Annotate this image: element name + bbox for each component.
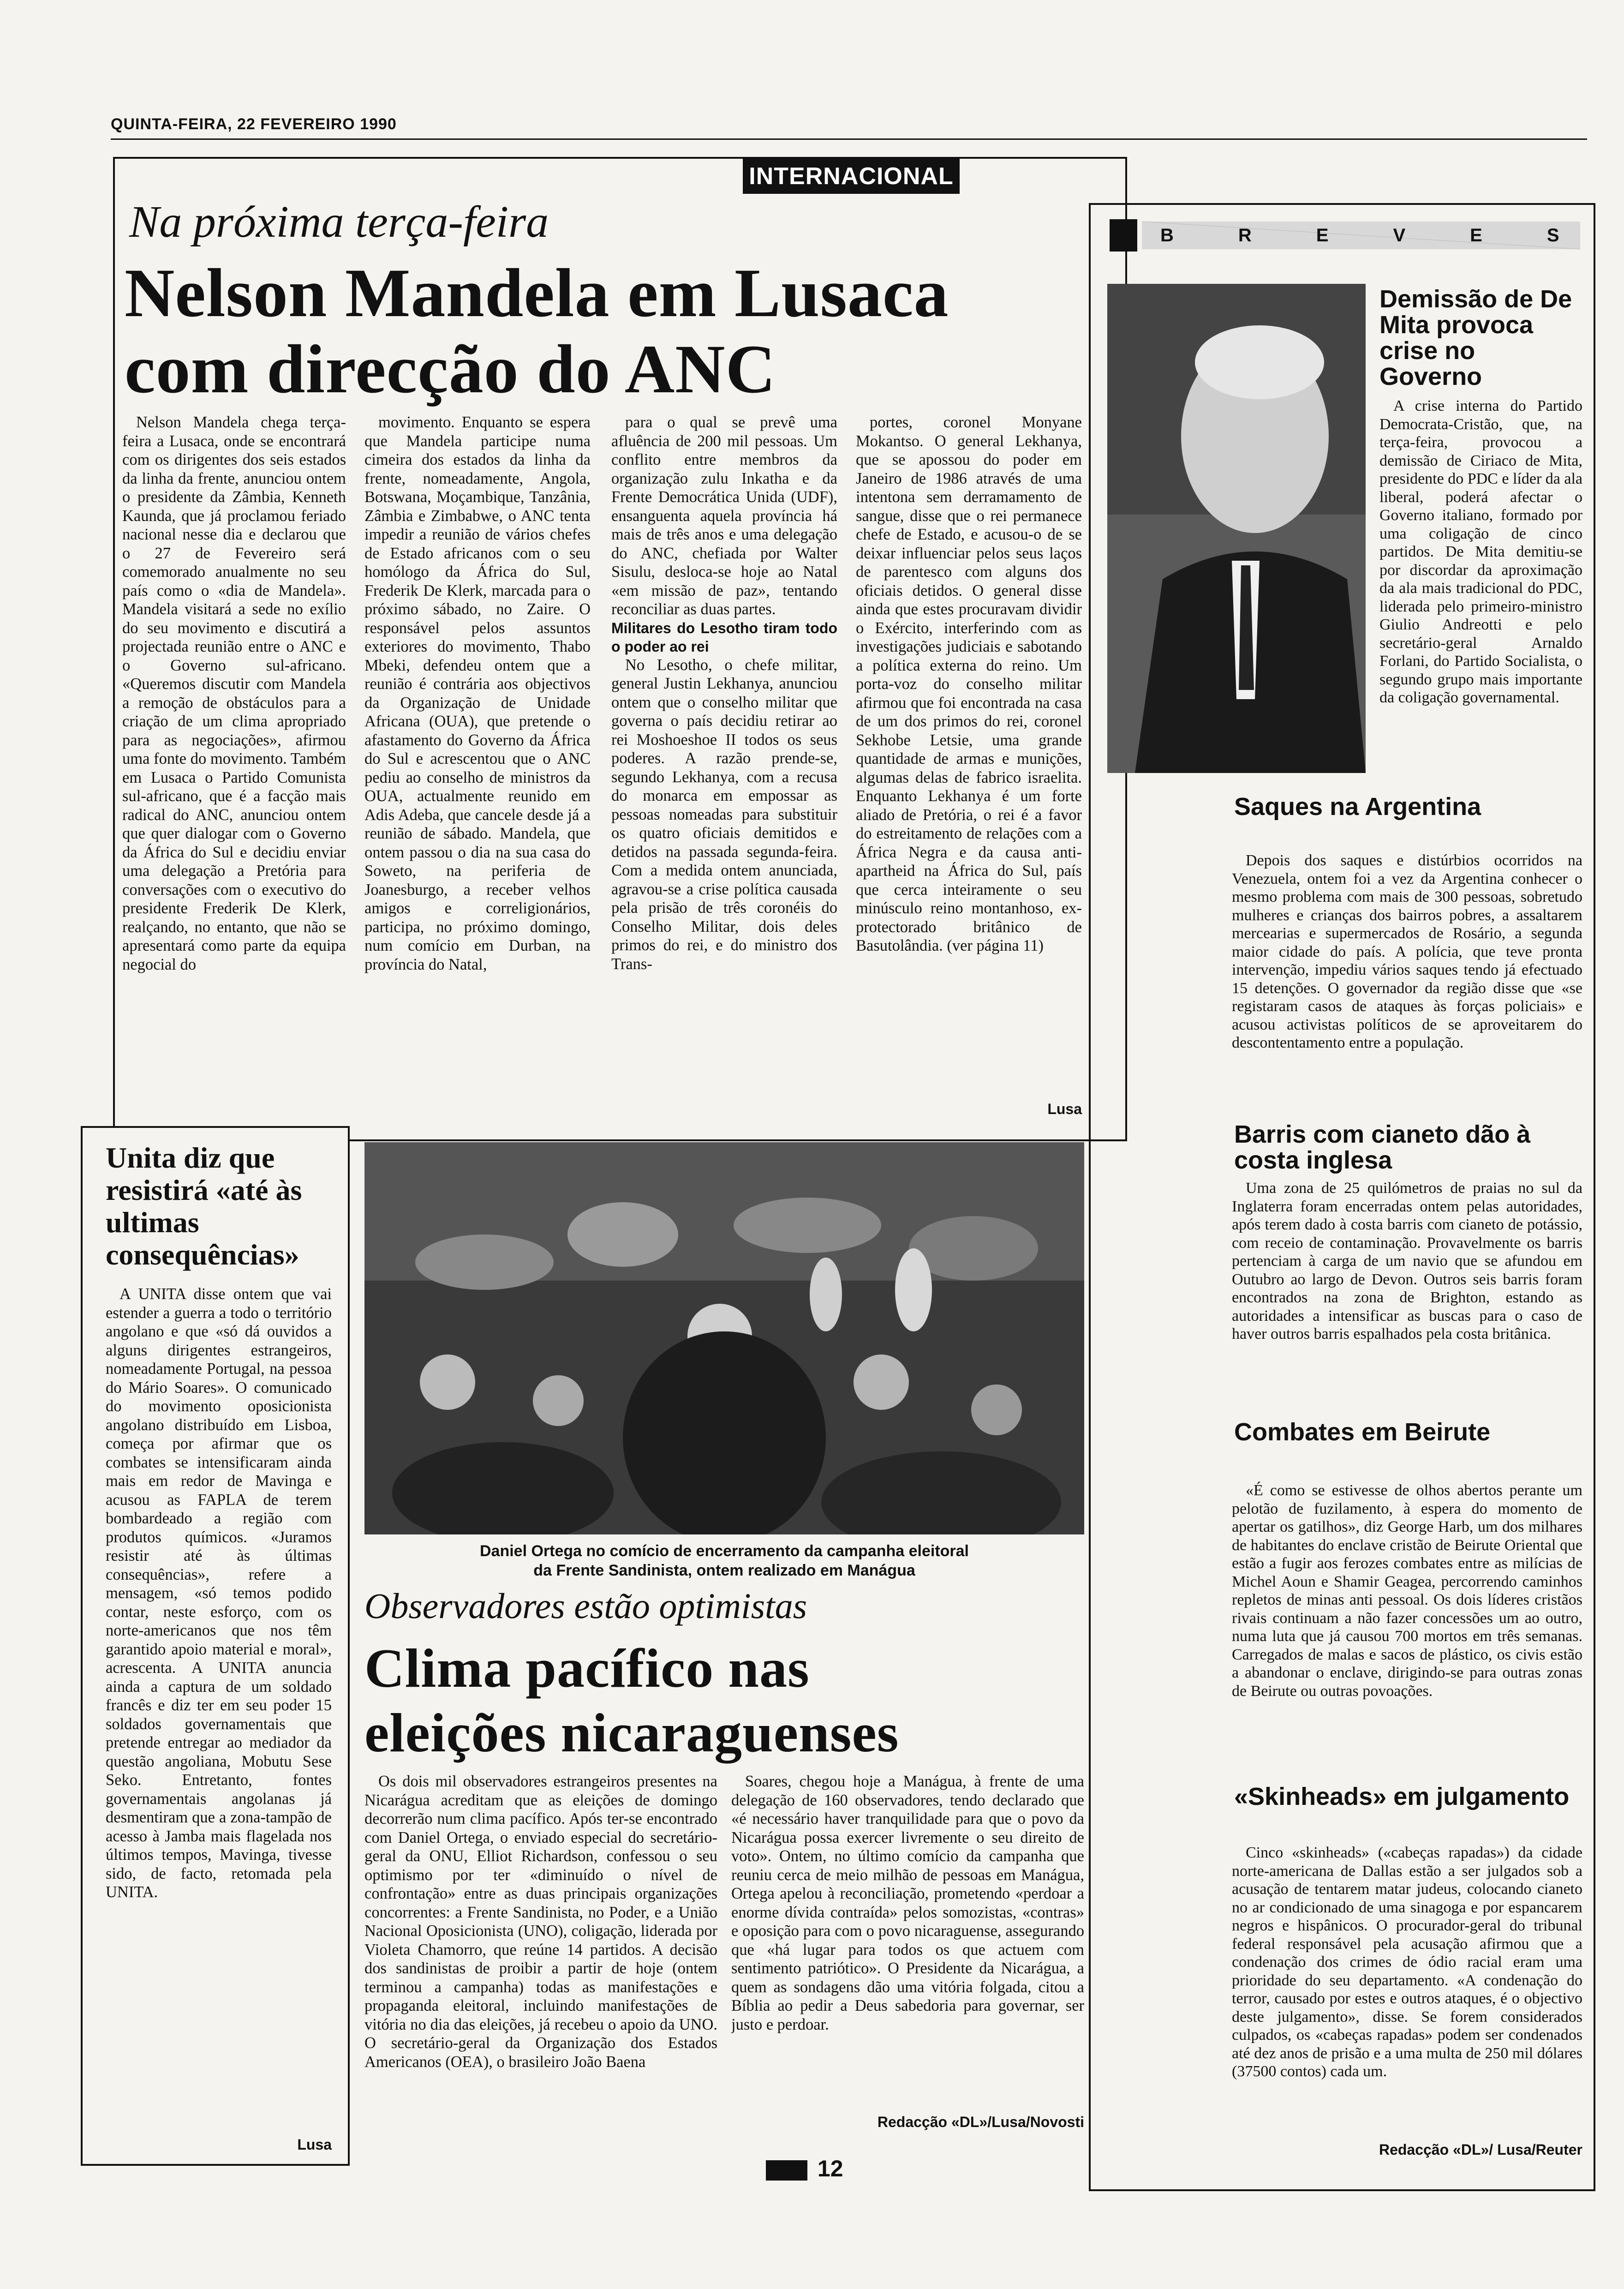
portrait-graphic [1107, 284, 1366, 773]
unita-headline: Unita diz que resistirá «até às ultimas consequências» [106, 1141, 302, 1271]
skinheads-headline: «Skinheads» em julgamento [1234, 1783, 1570, 1810]
unita-signature: Lusa [297, 2136, 332, 2153]
breves-title [1160, 219, 1624, 252]
nicaragua-col-1 [364, 1772, 717, 2141]
nicaragua-signature: Redacção «DL»/Lusa/Novosti [877, 2114, 1084, 2130]
unita-body [106, 1285, 332, 2111]
mandela-headline-line1: Nelson Mandela em Lusaca [125, 255, 949, 331]
saques-body [1232, 851, 1582, 1110]
breves-letters: BREVES [1160, 225, 1624, 246]
mandela-kicker: Na próxima terça-feira [129, 197, 549, 247]
nicaragua-kicker: Observadores estão optimistas [364, 1586, 807, 1626]
mandela-col4-text: portes, coronel Monyane Mokantso. O general Lekhanya, que se apossou do poder em Janeiro de 1986 através de uma intentona sem derramamento de sangue, disse que o rei permanece chefe de Estado, e acusou-o de se deixar influenciar pelos seus laços de parentesco com alguns dos oficiais detidos. O general disse ainda que estes procuravam dividir o Exército, interferindo com as investigações judiciais e sabotando a política externa do reino. Um porta-voz do conselho militar afirmou que foi encontrada na casa de um dos primos do rei, coronel Sekhobe Letsie, uma grande quantidade de armas e munições, algumas delas de fabrico israelita. Enquanto Lekhanya é um forte aliado de Pretória, o rei é a favor do estreitamento de relações com a África Negra e da causa anti-apartheid na África do Sul, país que cerca inteiramente o seu minúsculo reino montanhoso, ex-protectorado britânico de Basutolândia. (ver página 11) [856, 413, 1082, 954]
photo-caption [364, 1541, 1084, 1580]
nicaragua-col1-text: Os dois mil observadores estrangeiros presentes na Nicarágua acreditam que as eleições de domingo decorrerão num clima pacífico. Após ter-se encontrado com Daniel Ortega, o enviado especial do secretário-geral da ONU, Elliot Richardson, confessou o seu optimismo por ter «diminuído o nível de confrontação» entre as duas principais organizações concorrentes: a Frente Sandinista, no Poder, e a União Nacional Oposicionista (UNO), coligação, liderada por Violeta Chamorro, que reúne 14 partidos. A decisão dos sandinistas de proibir a partir de hoje (ontem terminou a campanha) todas as manifestações e propaganda eleitoral, incluindo manifestações de vitória no dia das eleições, já recebeu o apoio da UNO. O secretário-geral da Organização dos Estados Americanos (OEA), o brasileiro João Baena [364, 1773, 717, 2071]
skinheads-body [1232, 1844, 1582, 2139]
nicaragua-col-2 [731, 1772, 1084, 2114]
breves-signature: Redacção «DL»/ Lusa/Reuter [1379, 2141, 1582, 2158]
nicaragua-headline-line1: Clima pacífico nas [364, 1637, 810, 1699]
barris-body-text: Uma zona de 25 quilómetros de praias no sul da Inglaterra foram encerradas ontem pelas autoridades, após terem dado à costa barris com cianeto de potássio, com receio de contaminação. Provavelmente os barris pertenciam à carga de um navio que se afundou em Outubro ao largo de Devon. Outros seis barris foram encontrados na zona de Brighton, estando as autoridades a intensificar as buscas para o caso de haver outros barris espalhados pela costa britânica. [1232, 1180, 1582, 1342]
mandela-signature: Lusa [1047, 1101, 1082, 1117]
nicaragua-col2-text: Soares, chegou hoje a Manágua, à frente de uma delegação de 160 observadores, tendo declarado que «é necessário haver tranquilidade para que o povo da Nicarágua possa exercer livremente o seu direito de voto». Ontem, no último comício da campanha que reuniu cerca de meio milhão de pessoas em Manágua, Ortega apelou à reconciliação, prometendo «perdoar a enorme dívida contraída» pelos somozistas, «contras» e oposição para com o povo nicaraguense, assegurando que «há lugar para todos os que actuem com sentimento patriótico». O Presidente da Nicarágua, a quem as sondagens dão uma vitória folgada, citou a Bíblia ao pedir a Deus sabedoria para governar, ser justo e perdoar. [731, 1773, 1084, 2033]
lesotho-subhead: Militares do Lesotho tiram todo o poder ao rei [611, 619, 837, 655]
de-mita-portrait [1107, 284, 1366, 773]
saques-headline: Saques na Argentina [1234, 793, 1481, 821]
mandela-col3b-text: No Lesotho, o chefe militar, general Justin Lekhanya, anunciou ontem que o conselho militar que governa o país decidiu retirar ao rei Moshoeshoe II todos os seus poderes. A razão prende-se, segundo Lekhanya, com a recusa do monarca em empossar as pessoas nomeadas para substituir os quatro oficiais demitidos e detidos na passada segunda-feira. Com a medida ontem anunciada, agravou-se a crise política causada pela prisão de três coronéis do Conselho Militar, dois deles primos do rei, e do ministro dos Trans- [611, 656, 837, 973]
mandela-col-4 [856, 413, 1082, 1105]
top-rule [111, 138, 1587, 140]
mandela-col3a-text: para o qual se prevê uma afluência de 200 mil pessoas. Um conflito entre membros da organização zulu Inkatha e da Frente Democrática Unida (UDF), ensanguenta aquela província há mais de três anos e uma delegação do ANC, chefiada por Walter Sisulu, desloca-se hoje ao Natal «em missão de paz», tentando reconciliar as duas partes. [611, 413, 837, 618]
beirute-body [1232, 1481, 1582, 1772]
skinheads-body-text: Cinco «skinheads» («cabeças rapadas») da cidade norte-americana de Dallas estão a ser julgados sob a acusação de tentarem matar judeus, colocando cianeto no ar condicionado de uma sinagoga e por espancarem negros e hispânicos. O procurador-geral do tribunal federal responsável pela acusação afirmou que a condenação dos crimes de ódio racial eram uma prioridade do seu departamento. «A condenação do terror, causado por estes e outros ataques, é o objectivo deste julgamento», disse. Se forem considerados culpados, os «cabeças rapadas» podem ser condenados até dez anos de prisão e a uma multa de 250 mil dólares (37500 contos) cada um. [1232, 1844, 1582, 2080]
mandela-col-1 [122, 413, 346, 1126]
breves-banner [1110, 219, 1624, 252]
demita-body-text: A crise interna do Partido Democrata-Cristão, que, na terça-feira, provocou a demissão de Ciriaco de Mita, presidente do PDC e líder da ala liberal, poderá afectar o Governo italiano, formado por uma coligação de cinco partidos. De Mita demitiu-se por discordar da aproximação da ala mais tradicional do PDC, liderada pelo primeiro-ministro Giulio Andreotti e pelo secretário-geral Arnaldo Forlani, do Partido Socialista, o segundo grupo mais importante da coligação governamental. [1379, 397, 1582, 706]
page-footer [766, 2155, 843, 2182]
page-number: 12 [817, 2156, 843, 2181]
caption-line-1: Daniel Ortega no comício de encerramento da campanha eleitoral [480, 1542, 969, 1560]
mandela-col2-text: movimento. Enquanto se espera que Mandela participe numa cimeira dos estados da linha da frente, nomeadamente, Angola, Botswana, Moçambique, Tanzânia, Zâmbia e Zimbabwe, o ANC tenta impedir a reunião de vários chefes de Estado africanos com o seu homólogo da África do Sul, Frederik De Klerk, marcada para o próximo sábado, no Zaire. O responsável pelos assuntos exteriores do movimento, Thabo Mbeki, defendeu ontem que a reunião é contrária aos objectivos da Organização de Unidade Africana (OUA), que pretende o afastamento do Governo da África do Sul e acrescentou que o ANC pediu ao conselho de ministros da OUA, actualmente reunido em Adis Adeba, que cancele desde já a reunião de sábado. Mandela, que ontem passou o dia na sua casa do Soweto, na periferia de Joanesburgo, a receber velhos amigos e correligionários, participa, no próximo domingo, num comício em Durban, na província do Natal, [364, 413, 591, 973]
mandela-col-3 [611, 413, 837, 1105]
dateline: QUINTA-FEIRA, 22 FEVEREIRO 1990 [111, 115, 397, 133]
crowd-photo-graphic [364, 1142, 1084, 1534]
mandela-headline-line2: com direcção do ANC [125, 331, 776, 407]
barris-headline: Barris com cianeto dão à costa inglesa [1234, 1121, 1531, 1174]
beirute-headline: Combates em Beirute [1234, 1418, 1491, 1446]
section-label: INTERNACIONAL [743, 157, 960, 194]
ortega-rally-photo [364, 1142, 1084, 1534]
saques-body-text: Depois dos saques e distúrbios ocorridos na Venezuela, ontem foi a vez da Argentina conhecer o mesmo problema com mais de 300 pessoas, sobretudo mulheres e crianças dos bairros pobres, a assaltarem mercearias e supermercados de Rosário, a segunda maior cidade do país. A polícia, que teve pronta intervenção, impediu vários saques tendo já efectuado 15 detenções. O governador da região disse que «se registaram casos de ataques às forças policiais» e acusou activistas políticos de se aproveitarem do descontentamento entre a população. [1232, 852, 1582, 1051]
beirute-body-text: «É como se estivesse de olhos abertos perante um pelotão de fuzilamento, à espera do momento de apertar os gatilhos», diz George Harb, um dos milhares de habitantes do enclave cristão de Beirute Oriental que estão a fugir aos ferozes combates entre as milícias de Michel Aoun e Shamir Geagea, percorrendo caminhos repletos de minas anti pessoal. Os dois líderes cristãos rivais continuam a não fazer concessões um ao outro, numa luta que já causou 700 mortos em três semanas. Carregados de malas e sacos de plástico, os civis estão a abandonar o enclave, dirigindo-se para outras zonas de Beirute ou outras povoações. [1232, 1482, 1582, 1700]
mandela-col1-text: Nelson Mandela chega terça-feira a Lusaca, onde se encontrará com os dirigentes dos seis estados da linha da frente, anunciou ontem o presidente da Zâmbia, Kenneth Kaunda, que já proclamou feriado nacional nesse dia e declarou que o 27 de Fevereiro será comemorado anualmente no seu país como o «dia de Mandela». Mandela visitará a sede no exílio do seu movimento e discutirá a projectada reunião entre o ANC e o Governo sul-africano. «Queremos discutir com Mandela a remoção de obstáculos para a criação de um clima apropriado para as negociações», afirmou uma fonte do movimento. Também em Lusaca o Partido Comunista sul-africano, que é a facção mais radical do ANC, anunciou ontem que quer dialogar com o Governo da África do Sul e decidiu enviar uma delegação a Pretória para conversações com o executivo do presidente Frederik De Klerk, realçando, no entanto, que não se apresentará como parte da equipa negocial do [122, 413, 346, 973]
demita-headline: Demissão de De Mita provoca crise no Governo [1379, 285, 1572, 390]
dl-logo [766, 2160, 807, 2181]
unita-body-text: A UNITA disse ontem que vai estender a guerra a todo o território angolano e que «só dá ouvidos a alguns dirigentes estrangeiros, nomeadamente Portugal, na pessoa do Mário Soares». O comunicado do movimento oposicionista angolano distribuído em Lisboa, começa por afirmar que os combates se intensificaram ainda mais em redor de Mavinga e acusou as FAPLA de terem bombardeado a região com produtos químicos. «Juramos resistir até às últimas consequências», refere a mensagem, «só temos podido contar, neste esforço, com os norte-americanos que nos têm garantido apoio material e moral», acrescenta. A UNITA anuncia ainda a captura de um soldado francês e diz ter em seu poder 15 soldados governamentais que pretende entregar ao mediador da questão angoliana, Mobutu Sese Seko. Entretanto, fontes governamentais angolanas já desmentiram que a zona-tampão de acesso à Jamba mais flagelada nos últimos tempos, Mavinga, tivesse sido, de facto, retomada pela UNITA. [106, 1285, 332, 1901]
nicaragua-headline-line2: eleições nicaraguenses [364, 1702, 899, 1763]
mandela-col-2 [364, 413, 591, 1105]
demita-body [1379, 397, 1582, 775]
caption-line-2: da Frente Sandinista, ontem realizado em Manágua [533, 1562, 915, 1579]
barris-body [1232, 1179, 1582, 1403]
unita-article-box [81, 1126, 350, 2166]
